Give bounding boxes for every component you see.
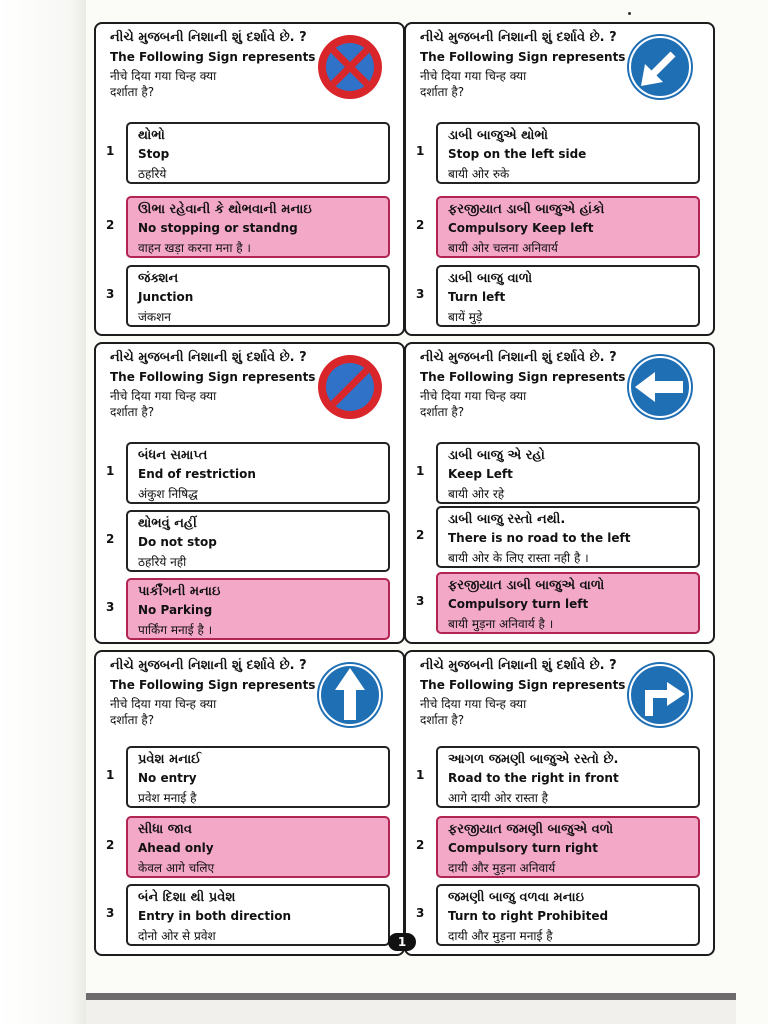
- option-english: Compulsory turn right: [448, 841, 598, 855]
- option-gujarati: ફરજીયાત ડાબી બાજુએ હાંકો: [448, 202, 605, 217]
- question-card-1: [94, 22, 405, 336]
- option-number: 2: [106, 218, 115, 232]
- question-hindi-line1: नीचे दिया गया चिन्ह क्या: [420, 697, 527, 711]
- option-gujarati: બંને દિશા થી પ્રવેશ: [138, 890, 236, 905]
- option-3[interactable]: [106, 884, 390, 946]
- option-gujarati: જંક્શન: [138, 271, 179, 286]
- option-hindi: ठहरिये: [138, 167, 167, 181]
- option-hindi: दोनो ओर से प्रवेश: [138, 929, 216, 943]
- option-number: 1: [106, 464, 115, 478]
- option-hindi: अंकुश निषिद्ध: [138, 487, 198, 501]
- question-hindi-line1: नीचे दिया गया चिन्ह क्या: [420, 389, 527, 403]
- option-gujarati: ડાબી બાજુ વાળો: [448, 271, 533, 286]
- question-hindi-line1: नीचे दिया गया चिन्ह क्या: [420, 69, 527, 83]
- option-english: End of restriction: [138, 467, 256, 481]
- question-card-5: [94, 650, 405, 956]
- question-card-4: [404, 342, 715, 644]
- option-english: There is no road to the left: [448, 531, 631, 545]
- option-hindi: पार्किंग मनाई है ।: [138, 623, 213, 637]
- option-number: 3: [416, 906, 425, 920]
- question-card-2: [404, 22, 715, 336]
- option-2[interactable]: [416, 506, 700, 568]
- question-gujarati: નીચે મુજબની નિશાની શું દર્શાવે છે. ?: [110, 350, 307, 365]
- option-3-correct[interactable]: [106, 578, 390, 640]
- question-hindi-line2: दर्शाता है?: [110, 85, 155, 99]
- option-number: 1: [106, 144, 115, 158]
- option-english: Ahead only: [138, 841, 214, 855]
- option-number: 2: [416, 838, 425, 852]
- option-number: 1: [416, 464, 425, 478]
- option-gujarati: થોભવું નહીં: [138, 516, 197, 531]
- option-english: Stop: [138, 147, 170, 161]
- option-hindi: जंकशन: [138, 310, 171, 324]
- option-hindi: केवल आगे चलिए: [138, 861, 215, 875]
- option-3-correct[interactable]: [416, 572, 700, 634]
- option-hindi: बायी मुड़ना अनिवार्य है ।: [448, 617, 554, 631]
- question-hindi-line1: नीचे दिया गया चिन्ह क्या: [110, 697, 217, 711]
- option-english: Turn to right Prohibited: [448, 909, 609, 923]
- option-gujarati: ઊભા રહેવાની કે થોભવાની મનાઇ: [138, 202, 312, 217]
- left-arrow-sign-icon: [625, 352, 695, 422]
- option-english: Turn left: [448, 290, 506, 304]
- option-english: No stopping or standng: [138, 221, 298, 235]
- bottom-rule: [86, 993, 736, 1000]
- option-number: 2: [106, 532, 115, 546]
- option-gujarati: ફરજીયાત જમણી બાજુએ વળો: [448, 822, 614, 837]
- option-number: 2: [106, 838, 115, 852]
- option-hindi: ठहरिये नही: [138, 555, 187, 569]
- question-english: The Following Sign represents: [110, 678, 316, 692]
- speck: [628, 12, 631, 15]
- option-english: Entry in both direction: [138, 909, 292, 923]
- option-3[interactable]: [416, 884, 700, 946]
- option-2-correct[interactable]: [416, 816, 700, 878]
- option-number: 2: [416, 528, 425, 542]
- question-gujarati: નીચે મુજબની નિશાની શું દર્શાવે છે. ?: [110, 30, 307, 45]
- option-gujarati: પ્રવેશ મનાઈ: [138, 752, 202, 767]
- option-2-correct[interactable]: [106, 816, 390, 878]
- option-hindi: प्रवेश मनाई है: [138, 791, 197, 805]
- question-english: The Following Sign represents: [110, 50, 316, 64]
- option-number: 3: [106, 287, 115, 301]
- option-1[interactable]: [416, 746, 700, 808]
- option-english: Junction: [138, 290, 194, 304]
- question-card-6: [404, 650, 715, 956]
- option-1[interactable]: [106, 746, 390, 808]
- option-number: 3: [106, 600, 115, 614]
- question-hindi-line2: दर्शाता है?: [110, 405, 155, 419]
- option-gujarati: સીધા જાવ: [138, 822, 192, 837]
- option-gujarati: ડાબી બાજુ એ રહો: [448, 448, 545, 463]
- no-parking-sign-icon: [315, 352, 385, 422]
- option-hindi: बायी ओर रहे: [448, 487, 505, 501]
- question-english: The Following Sign represents: [420, 370, 626, 384]
- option-hindi: आगे दायी ओर रास्ता है: [448, 791, 549, 805]
- option-english: Road to the right in front: [448, 771, 619, 785]
- option-english: Keep Left: [448, 467, 513, 481]
- option-hindi: बायी ओर रुके: [448, 167, 510, 181]
- option-english: Stop on the left side: [448, 147, 587, 161]
- page-number: 1: [388, 933, 416, 951]
- option-number: 3: [416, 594, 425, 608]
- option-1[interactable]: [416, 122, 700, 184]
- question-gujarati: નીચે મુજબની નિશાની શું દર્શાવે છે. ?: [420, 350, 617, 365]
- bottom-shade: [86, 1000, 736, 1024]
- option-1[interactable]: [416, 442, 700, 504]
- option-english: No entry: [138, 771, 197, 785]
- question-hindi-line2: दर्शाता है?: [420, 713, 465, 727]
- option-number: 1: [106, 768, 115, 782]
- question-gujarati: નીચે મુજબની નિશાની શું દર્શાવે છે. ?: [110, 658, 307, 673]
- no-standing-x-sign-icon: [315, 32, 385, 102]
- option-2-correct[interactable]: [416, 196, 700, 258]
- question-hindi-line2: दर्शाता है?: [110, 713, 155, 727]
- question-english: The Following Sign represents: [420, 50, 626, 64]
- question-card-3: [94, 342, 405, 644]
- option-english: Compulsory turn left: [448, 597, 589, 611]
- option-gujarati: આગળ જમણી બાજુએ રસ્તો છે.: [448, 752, 619, 767]
- question-hindi-line2: दर्शाता है?: [420, 85, 465, 99]
- question-hindi-line1: नीचे दिया गया चिन्ह क्या: [110, 389, 217, 403]
- option-english: Do not stop: [138, 535, 217, 549]
- option-hindi: दायी और मुड़ना अनिवार्य: [448, 861, 556, 875]
- option-hindi: दायी और मुड़ना मनाई है: [448, 929, 553, 943]
- option-number: 2: [416, 218, 425, 232]
- option-2[interactable]: [106, 510, 390, 572]
- question-hindi-line2: दर्शाता है?: [420, 405, 465, 419]
- option-gujarati: થોભો: [138, 128, 165, 143]
- option-number: 3: [106, 906, 115, 920]
- option-english: No Parking: [138, 603, 213, 617]
- option-hindi: बायें मुड़े: [448, 310, 483, 324]
- option-3[interactable]: [416, 265, 700, 327]
- question-english: The Following Sign represents: [110, 370, 316, 384]
- option-gujarati: બંધન સમાપ્ત: [138, 448, 208, 463]
- option-gujarati: જમણી બાજુ વળવા મનાઇ: [448, 890, 584, 905]
- option-3[interactable]: [106, 265, 390, 327]
- question-hindi-line1: नीचे दिया गया चिन्ह क्या: [110, 69, 217, 83]
- option-number: 1: [416, 144, 425, 158]
- option-1[interactable]: [106, 122, 390, 184]
- option-english: Compulsory Keep left: [448, 221, 594, 235]
- option-gujarati: ડાબી બાજુ રસ્તો નથી.: [448, 512, 566, 527]
- ahead-only-arrow-sign-icon: [315, 660, 385, 730]
- keep-left-arrow-sign-icon: [625, 32, 695, 102]
- question-gujarati: નીચે મુજબની નિશાની શું દર્શાવે છે. ?: [420, 658, 617, 673]
- option-1[interactable]: [106, 442, 390, 504]
- option-hindi: वाहन खड़ा करना मना है ।: [138, 241, 251, 255]
- option-2-correct[interactable]: [106, 196, 390, 258]
- option-number: 1: [416, 768, 425, 782]
- option-gujarati: ડાબી બાજુએ થોભો: [448, 128, 549, 143]
- option-hindi: बायी ओर के लिए रास्ता नही है ।: [448, 551, 589, 565]
- question-gujarati: નીચે મુજબની નિશાની શું દર્શાવે છે. ?: [420, 30, 617, 45]
- turn-right-arrow-sign-icon: [625, 660, 695, 730]
- option-gujarati: ફરજીયાત ડાબી બાજુએ વાળો: [448, 578, 605, 593]
- option-hindi: बायी ओर चलना अनिवार्य: [448, 241, 558, 255]
- option-number: 3: [416, 287, 425, 301]
- option-gujarati: પાર્કીંગની મનાઇ: [138, 584, 221, 599]
- question-english: The Following Sign represents: [420, 678, 626, 692]
- page-edge: [0, 0, 86, 1024]
